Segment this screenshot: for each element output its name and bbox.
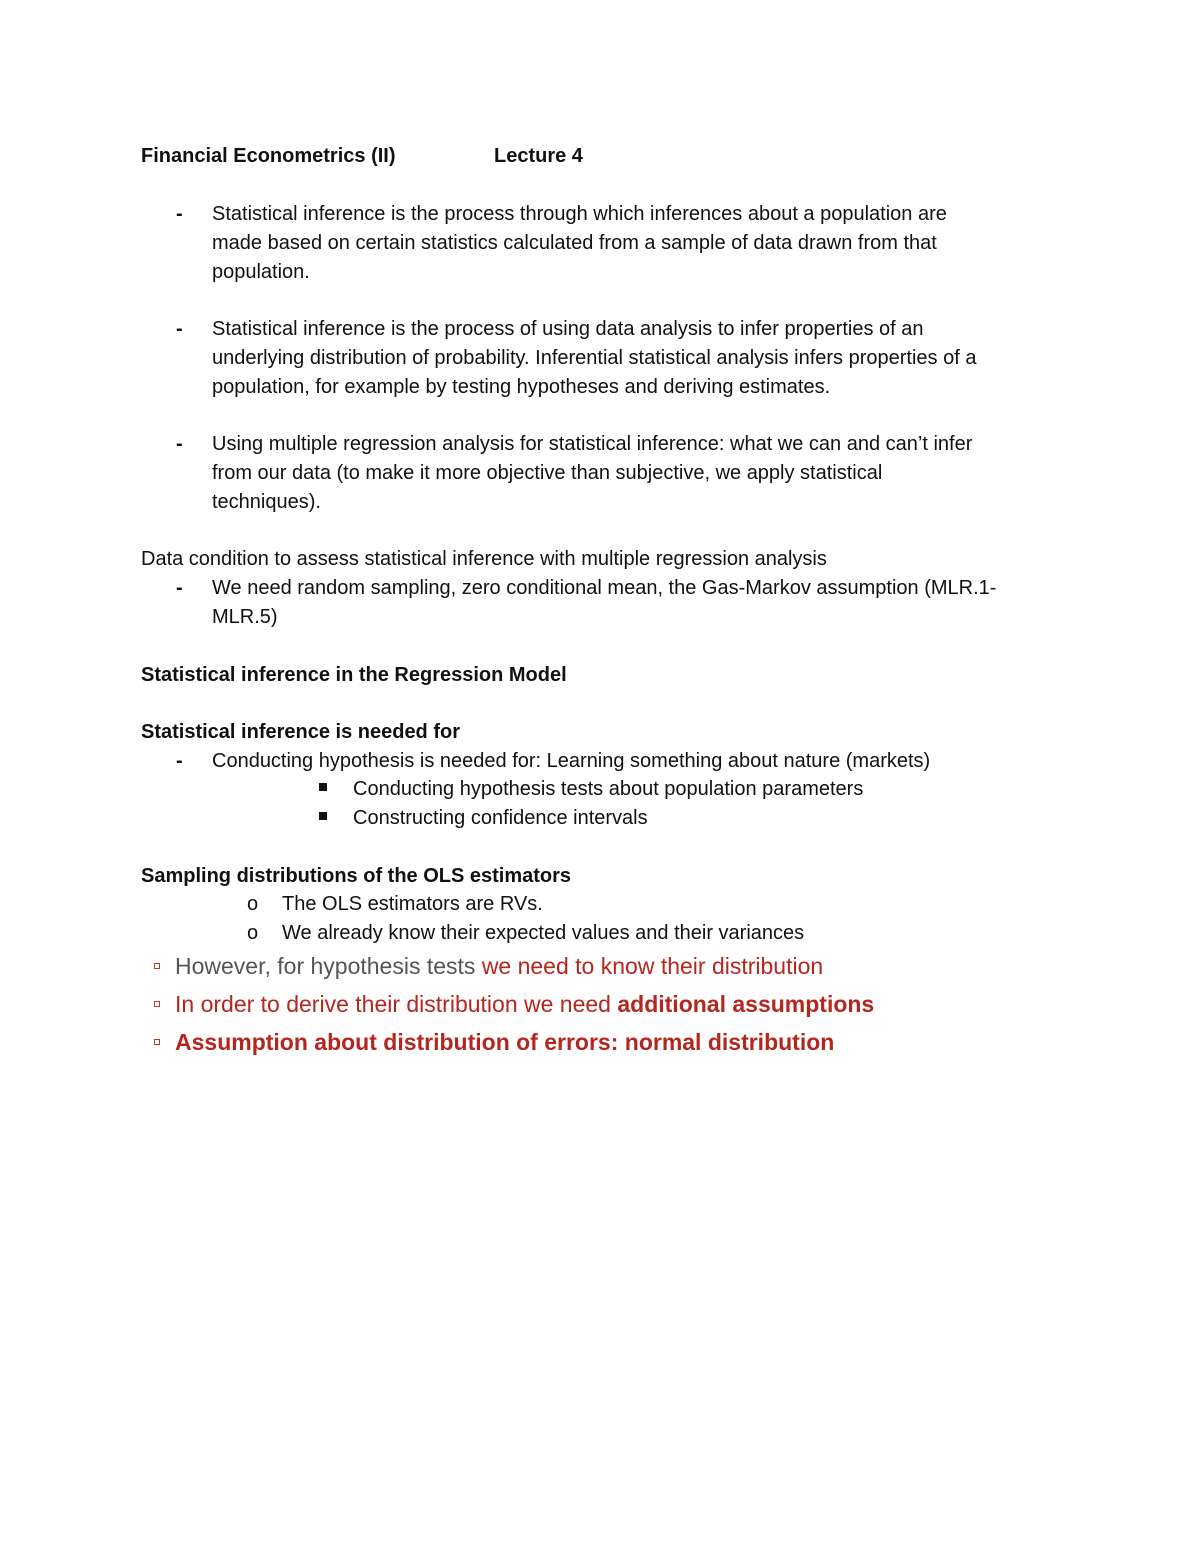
- data-condition-heading: Data condition to assess statistical inference with multiple regression analysis: [141, 548, 827, 570]
- slide-item-red: In order to derive their distribution we need: [175, 991, 618, 1017]
- bullet-text: Conducting hypothesis is needed for: Learning something about nature (markets): [212, 750, 931, 772]
- bullet-text: made based on certain statistics calculated from a sample of data drawn from that: [212, 232, 937, 254]
- lecture-number: Lecture 4: [494, 145, 583, 167]
- slide-item-gray: However, for hypothesis tests: [175, 953, 482, 979]
- bullet-dash: -: [176, 750, 183, 772]
- bullet-text: underlying distribution of probability. Inferential statistical analysis infers properties of a: [212, 347, 977, 369]
- sub-item-text: Constructing confidence intervals: [353, 807, 648, 829]
- hollow-square-bullet-icon: [154, 963, 160, 969]
- sub-item-text: Conducting hypothesis tests about population parameters: [353, 778, 864, 800]
- bullet-text: Statistical inference is the process through which inferences about a population are: [212, 203, 947, 225]
- circle-item-text: The OLS estimators are RVs.: [282, 893, 543, 915]
- bullet-text: population, for example by testing hypotheses and deriving estimates.: [212, 376, 831, 398]
- section-heading: Statistical inference in the Regression Model: [141, 664, 567, 686]
- bullet-text: We need random sampling, zero conditional mean, the Gas-Markov assumption (MLR.1-: [212, 577, 997, 599]
- slide-item-red: we need to know their distribution: [481, 953, 824, 979]
- square-bullet-icon: [319, 812, 327, 820]
- circle-bullet: o: [247, 893, 259, 915]
- circle-bullet: o: [247, 922, 259, 944]
- square-bullet-icon: [319, 783, 327, 791]
- slide-item: Assumption about distribution of errors: normal distribution: [175, 1029, 835, 1055]
- slide-item: [175, 988, 874, 1020]
- bullet-text: Using multiple regression analysis for statistical inference: what we can and can’t infer: [212, 433, 973, 455]
- bullet-dash: -: [176, 577, 183, 599]
- bullet-dash: -: [176, 318, 183, 340]
- bullet-text: Statistical inference is the process of using data analysis to infer properties of an: [212, 318, 924, 340]
- bullet-dash: -: [176, 433, 183, 455]
- hollow-square-bullet-icon: [154, 1039, 160, 1045]
- slide-item-red-bold: additional assumptions: [617, 991, 875, 1017]
- bullet-dash: -: [176, 203, 183, 225]
- section-heading: Statistical inference is needed for: [141, 721, 460, 743]
- bullet-text: techniques).: [212, 491, 321, 513]
- hollow-square-bullet-icon: [154, 1001, 160, 1007]
- section-heading: Sampling distributions of the OLS estimators: [141, 865, 572, 887]
- bullet-text: population.: [212, 261, 310, 283]
- circle-item-text: We already know their expected values and their variances: [282, 922, 805, 944]
- course-title: Financial Econometrics (II): [141, 145, 396, 167]
- slide-item: [175, 950, 823, 982]
- bullet-text: from our data (to make it more objective than subjective, we apply statistical: [212, 462, 883, 484]
- bullet-text: MLR.5): [212, 606, 278, 628]
